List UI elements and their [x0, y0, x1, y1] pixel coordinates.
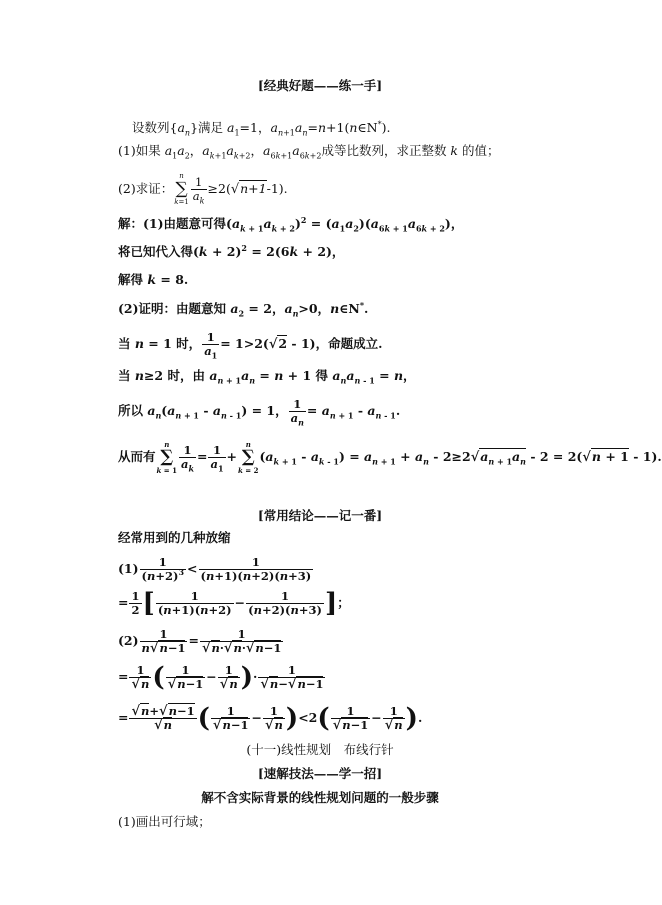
part2-prefix: (2)求证： [118, 181, 174, 196]
solution-line3: 解得 k = 8. [118, 272, 189, 287]
conclusion-2-line3: = $\frac{√n+√n-1}{√n}$ ( $\frac{1}{√n-1}$ − $\frac{1}{√n}$ )<2( $\frac{1}{√n-1}$ − $\frac{1}{√n}$ ). [118, 703, 423, 734]
line5-mid: = 1>2( [220, 336, 269, 351]
solution-line7: 所以 $a_n(a_{n + 1} - a_{n - 1}) = 1$， $\frac{1}{a_n}$ = $a_{n + 1} - a_{n - 1}$. [118, 397, 401, 428]
solution-line1: 解：(1)由题意可得$(a_{k + 1}a_{k + 2})^2 = (a_1a_2)(a_{6k + 1}a_{6k + 2})$， [118, 214, 464, 234]
c2-label: (2) [118, 633, 139, 648]
conclusion-2-line2: = $\frac{1}{√n}$ ( $\frac{1}{√n-1}$ − $\frac{1}{√n}$ )· $\frac{1}{√n-√n-1}$ [118, 662, 324, 693]
problem-stem: 设数列$\{a_n\}$满足 $a_1=1$，$a_{n+1}a_n=n+1(n\in N^*)$. [132, 119, 391, 138]
line5-end: - 1)，命题成立. [287, 336, 383, 351]
section3-heading: 解不含实际背景的线性规划问题的一般步骤 [201, 790, 439, 805]
problem-part2: (2)求证： n ∑ k=1 $\frac{1}{a_k}$ ≥2(√n+1-1). [118, 172, 288, 206]
section-title-conclusions: [常用结论——记一番] [257, 508, 383, 523]
solution-line8: 从而有 n ∑ k = 1 $\frac{1}{a_k}$ = $\frac{1}{a_1}$ + n ∑ k = 2 $(a_{k + 1} - a_{k - 1}) = a_{n + 1} + a_n - 2\ge 2√a_{n + 1}a_n - 2 = 2(√n + 1 - 1)$. [118, 440, 662, 475]
line8-plus: + [226, 449, 237, 464]
conclusion-2-line1: (2) $\frac{1}{n√n-1}$ = $\frac{1}{√n\cdot√n\cdot√n-1}$ [118, 627, 282, 656]
solution-line6: 当 n≥2 时，由 $a_{n + 1}a_n = n + 1$ 得 $a_na_{n - 1} = n$， [118, 368, 416, 386]
conclusion-1-line2: = $\frac{1}{2}$ [ $\frac{1}{(n+1)(n+2)}$ − $\frac{1}{(n+2)(n+3)}$ ]； [118, 588, 350, 619]
conclusion-1-line1: (1) $\frac{1}{(n+2)^3}$ < $\frac{1}{(n+1)(n+2)(n+3)}$ [118, 555, 312, 583]
solution-line4: (2)证明：由题意知 $a_2 = 2$，$a_n>0$，n∈N*. [118, 299, 369, 319]
part2-mid: ≥2( [207, 181, 231, 196]
section-title-classic: [经典好题——练一手] [257, 78, 383, 93]
line5-prefix: 当 n = 1 时， [118, 336, 202, 351]
chapter-title: (十一)线性规划 布线行针 [246, 742, 394, 757]
step-1: (1)画出可行域； [118, 814, 211, 829]
part2-sqrt: n+1 [240, 181, 267, 196]
c1-label: (1) [118, 561, 139, 576]
problem-part1: (1)如果 $a_1a_2$，$a_{k+1}a_{k+2}$，$a_{6k+1}a_{6k+2}$成等比数列，求正整数 k 的值； [118, 143, 500, 161]
line5-sqrt: 2 [278, 336, 288, 351]
solution-line2: 将已知代入得$(k + 2)^2 = 2(6k + 2)$， [118, 242, 345, 259]
line8-prefix: 从而有 [118, 449, 156, 464]
solution-line5: 当 n = 1 时， $\frac{1}{a_1}$ = 1>2(√2 - 1)，命题成立. [118, 330, 383, 361]
part2-end: -1). [266, 181, 288, 196]
conclusions-heading: 经常用到的几种放缩 [118, 530, 231, 545]
section-title-quick-methods: [速解技法——学一招] [257, 766, 383, 781]
